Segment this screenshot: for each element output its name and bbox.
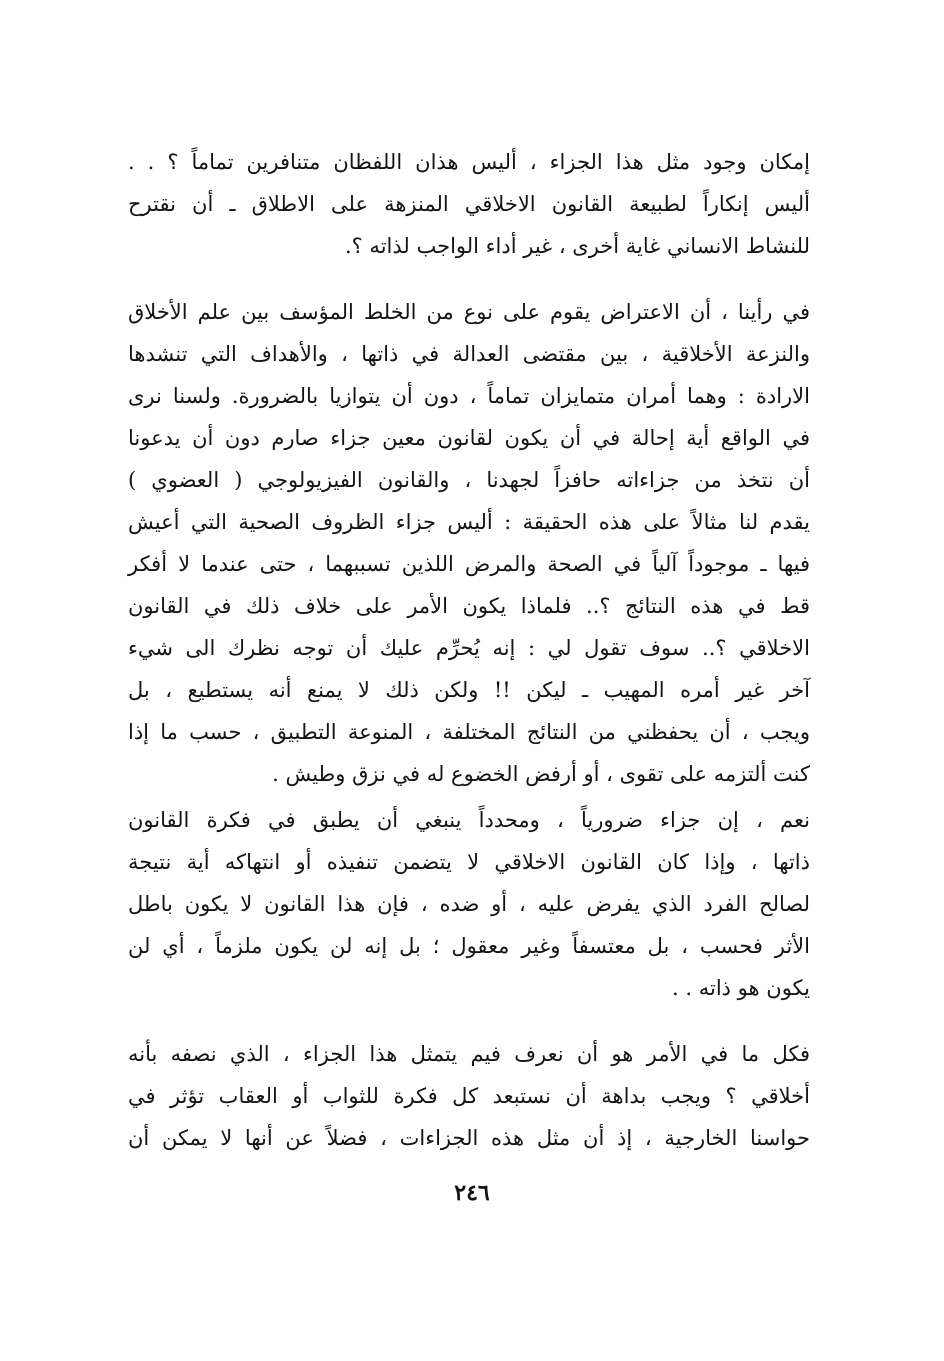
- text-line: نعم ، إن جزاء ضرورياً ، ومحدداً ينبغي أن يطبق في فكرة القانون: [128, 808, 810, 832]
- page-number: ٢٤٦: [454, 1180, 490, 1206]
- text-line: إمكان وجود مثل هذا الجزاء ، أليس هذان اللفظان متنافرين تماماً ؟ . .: [128, 150, 810, 174]
- paragraph-2: [128, 291, 810, 795]
- text-line: فيها ـ موجوداً آلياً في الصحة والمرض اللذين تسببهما ، حتى عندما لا أفكر: [128, 552, 810, 576]
- text-line: آخر غير أمره المهيب ـ ليكن !! ولكن ذلك لا يمنع أنه يستطيع ، بل: [128, 678, 810, 702]
- text-line: ويجب ، أن يحفظني من النتائج المختلفة ، المنوعة التطبيق ، حسب ما إذا: [128, 720, 810, 744]
- text-line: في الواقع أية إحالة في أن يكون لقانون معين جزاء صارم دون أن يدعونا: [128, 426, 810, 450]
- text-line: يقدم لنا مثالاً على هذه الحقيقة : أليس جزاء الظروف الصحية التي أعيش: [128, 510, 810, 534]
- text-line: للنشاط الانساني غاية أخرى ، غير أداء الواجب لذاته ؟.: [344, 234, 810, 258]
- text-line: لصالح الفرد الذي يفرض عليه ، أو ضده ، فإن هذا القانون لا يكون باطل: [128, 892, 810, 916]
- text-line: أن نتخذ من جزاءاته حافزاً لجهدنا ، والقانون الفيزيولوجي ( العضوي ): [128, 468, 810, 492]
- text-line: في رأينا ، أن الاعتراض يقوم على نوع من الخلط المؤسف بين علم الأخلاق: [128, 300, 810, 324]
- paragraph-4: [128, 1033, 810, 1159]
- text-line: والنزعة الأخلاقية ، بين مقتضى العدالة في ذاتها ، والأهداف التي تنشدها: [128, 342, 810, 366]
- paragraph-3: [128, 799, 810, 1009]
- text-line: الاخلاقي ؟.. سوف تقول لي : إنه يُحرِّم عليك أن توجه نظرك الى شيء: [128, 636, 810, 660]
- text-line: يكون هو ذاته . .: [672, 976, 810, 1000]
- text-line: الارادة : وهما أمران متمايزان تماماً ، دون أن يتوازيا بالضرورة. ولسنا نرى: [128, 384, 810, 408]
- text-line: حواسنا الخارجية ، إذ أن مثل هذه الجزاءات ، فضلاً عن أنها لا يمكن أن: [128, 1126, 810, 1150]
- text-line: الأثر فحسب ، بل معتسفاً وغير معقول ؛ بل إنه لن يكون ملزماً ، أي لن: [128, 934, 810, 958]
- text-line: أليس إنكاراً لطبيعة القانون الاخلاقي المنزهة على الاطلاق ـ أن نقترح: [128, 192, 810, 216]
- text-line: ذاتها ، وإذا كان القانون الاخلاقي لا يتضمن تنفيذه أو انتهاكه أية نتيجة: [128, 850, 810, 874]
- text-line: أخلاقي ؟ ويجب بداهة أن نستبعد كل فكرة للثواب أو العقاب تؤثر في: [128, 1084, 810, 1108]
- text-line: قط في هذه النتائج ؟.. فلماذا يكون الأمر على خلاف ذلك في القانون: [128, 594, 810, 618]
- text-line: فكل ما في الأمر هو أن نعرف فيم يتمثل هذا الجزاء ، الذي نصفه بأنه: [128, 1042, 810, 1066]
- paragraph-1: [128, 141, 810, 267]
- text-line: كنت ألتزمه على تقوى ، أو أرفض الخضوع له في نزق وطيش .: [272, 762, 810, 786]
